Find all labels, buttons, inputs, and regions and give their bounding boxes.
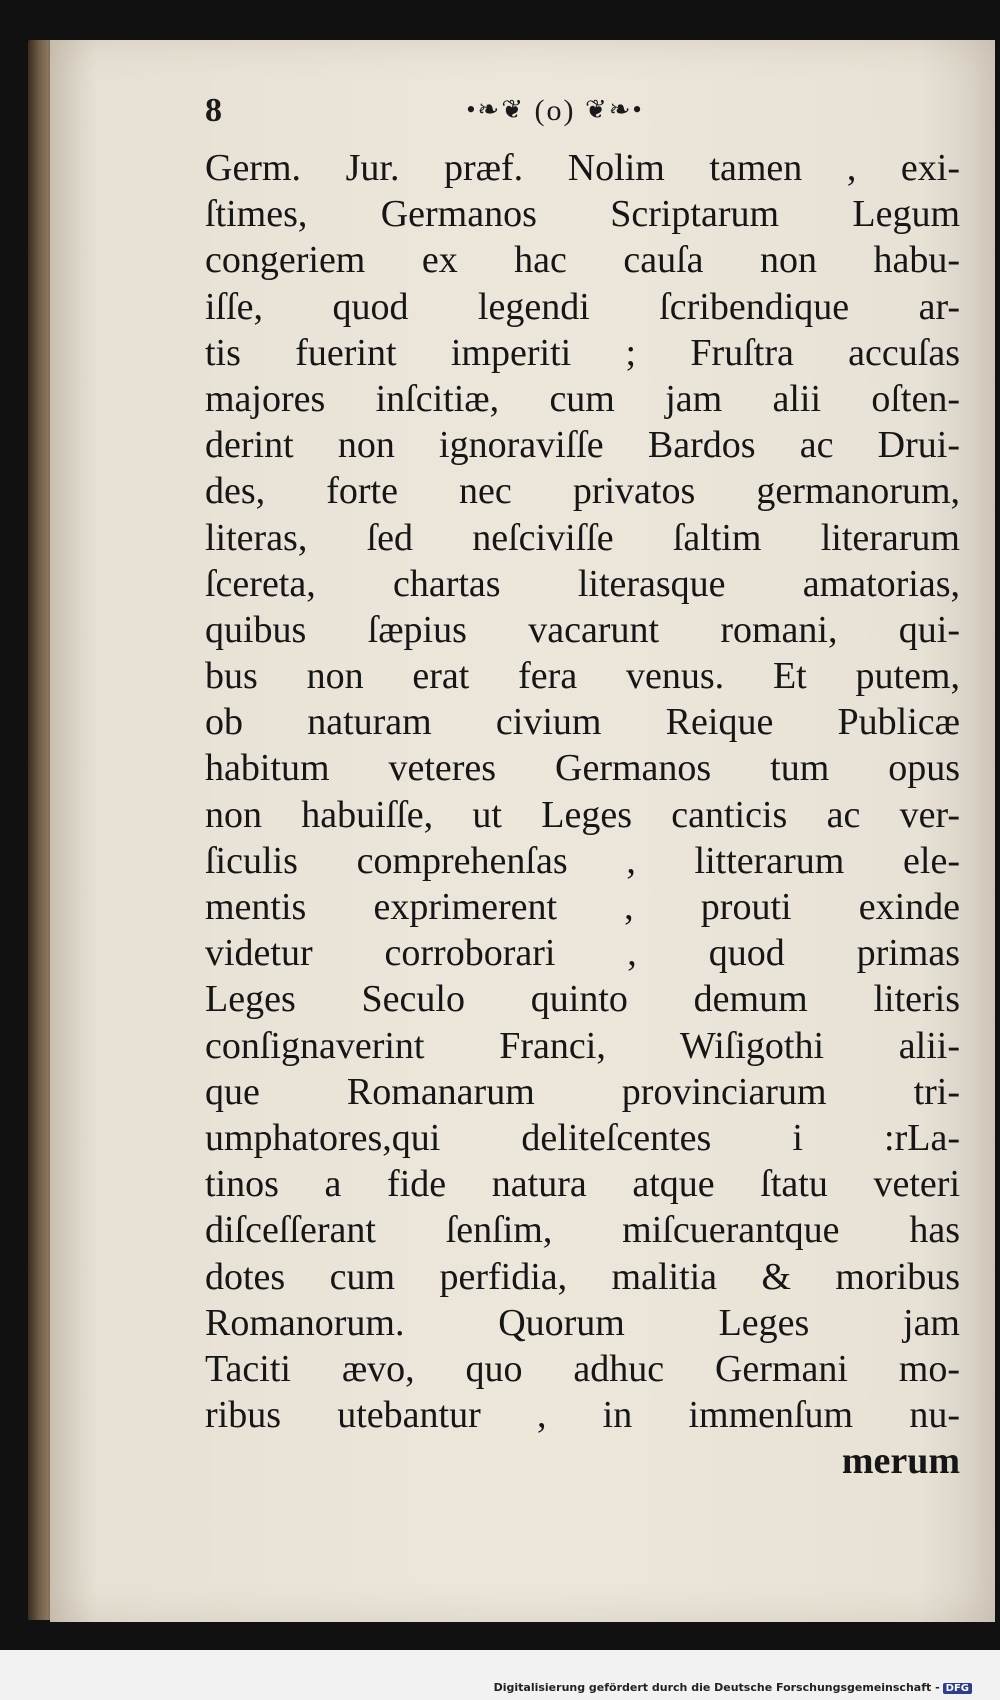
- text-line: umphatores,qui deliteſcentes i :rLa-: [205, 1116, 960, 1159]
- digitization-credit: [494, 1681, 972, 1694]
- running-head-center: [205, 94, 905, 128]
- ornament-left-icon: •❧❦: [466, 95, 525, 124]
- text-line: conſignaverint Franci, Wiſigothi alii-: [205, 1024, 960, 1067]
- text-line: ſiculis comprehenſas , litterarum ele-: [205, 839, 960, 882]
- text-line: dotes cum perfidia, malitia & moribus: [205, 1255, 960, 1298]
- text-line: literas, ſed neſciviſſe ſaltim literarum: [205, 516, 960, 559]
- text-line: habitum veteres Germanos tum opus: [205, 747, 960, 790]
- text-line: iſſe, quod legendi ſcribendique ar-: [205, 285, 960, 328]
- text-line: ribus utebantur , in immenſum nu-: [205, 1394, 960, 1437]
- text-line: bus non erat fera venus. Et putem,: [205, 655, 960, 698]
- dfg-logo: DFG: [943, 1683, 972, 1694]
- text-line: tinos a fide natura atque ſtatu veteri: [205, 1163, 960, 1206]
- running-head-text: (o): [534, 94, 576, 127]
- text-line: Germ. Jur. præf. Nolim tamen , exi-: [205, 147, 960, 189]
- text-line: diſceſſerant ſenſim, miſcuerantque has: [205, 1209, 960, 1252]
- catchword: merum: [841, 1440, 960, 1483]
- text-line: Romanorum. Quorum Leges jam: [205, 1301, 960, 1344]
- body-text: [205, 145, 960, 1484]
- text-line: ob naturam civium Reique Publicæ: [205, 701, 960, 744]
- text-line: non habuiſſe, ut Leges canticis ac ver-: [205, 793, 960, 836]
- text-line: Leges Seculo quinto demum literis: [205, 978, 960, 1021]
- text-line: des, forte nec privatos germanorum,: [205, 470, 960, 513]
- page-number: 8: [205, 92, 222, 129]
- text-line: que Romanarum provinciarum tri-: [205, 1070, 960, 1113]
- text-line: congeriem ex hac cauſa non habu-: [205, 239, 960, 282]
- credit-text: Digitalisierung gefördert durch die Deutsche Forschungsgemeinschaft -: [493, 1681, 940, 1694]
- text-line: tis fuerint imperiti ; Fruſtra accuſas: [205, 331, 960, 374]
- text-line: Taciti ævo, quo adhuc Germani mo-: [205, 1347, 960, 1390]
- text-line: quibus ſæpius vacarunt romani, qui-: [205, 608, 960, 651]
- text-line: mentis exprimerent , prouti exinde: [205, 886, 960, 928]
- text-line: majores inſcitiæ, cum jam alii oſten-: [205, 377, 960, 420]
- text-line: derint non ignoraviſſe Bardos ac Drui-: [205, 424, 960, 467]
- text-line: videtur corroborari , quod primas: [205, 932, 960, 975]
- text-line: ſcereta, chartas literasque amatorias,: [205, 562, 960, 605]
- text-line: ſtimes, Germanos Scriptarum Legum: [205, 193, 960, 236]
- running-header: [205, 92, 905, 152]
- ornament-right-icon: ❦❧•: [584, 95, 644, 124]
